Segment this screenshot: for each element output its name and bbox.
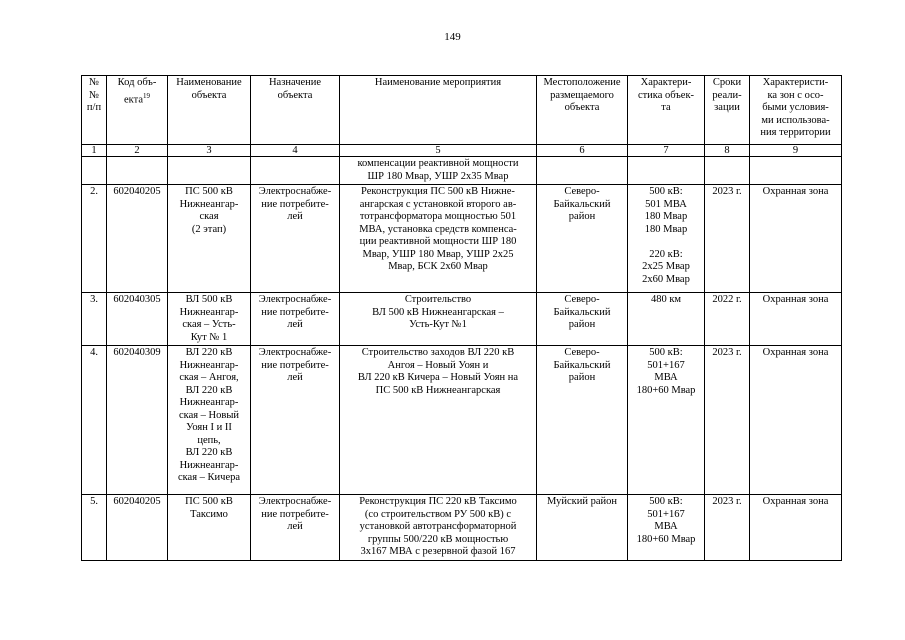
header-cell: [750, 76, 842, 145]
cell-code: 602040205: [107, 185, 168, 293]
cell-num: 2.: [82, 185, 107, 293]
table-row: [82, 185, 842, 293]
header-name: Наименование объекта: [176, 77, 242, 101]
footnote-mark: 19: [143, 91, 150, 100]
cell-name: ВЛ 500 кВ Нижнеангар- ская – Усть- Кут № 1: [168, 293, 251, 346]
cell-specs: 480 км: [628, 293, 705, 346]
header-code: Код объ- екта: [117, 77, 157, 105]
cell-measure: компенсации реактивной мощности ШР 180 Мвар, УШР 2х35 Мвар: [340, 157, 537, 185]
table-row: [82, 293, 842, 346]
cell-code: 602040205: [107, 495, 168, 561]
header-cell: [628, 76, 705, 145]
cell-specs: 500 кВ: 501+167 МВА 180+60 Мвар: [628, 346, 705, 495]
header-term: Сроки реали- зации: [712, 77, 742, 113]
cell-term: [705, 157, 750, 185]
table-row: [82, 346, 842, 495]
cell-name: ВЛ 220 кВ Нижнеангар- ская – Ангоя, ВЛ 220 кВ Нижнеангар- ская – Новый Уоян I и II цепь, ВЛ 220 кВ Нижнеангар- ская – Кичера: [168, 346, 251, 495]
cell-num: 5.: [82, 495, 107, 561]
planning-table: [81, 75, 842, 561]
cell-code: 602040305: [107, 293, 168, 346]
column-number: 8: [705, 145, 750, 157]
table-row: [82, 157, 842, 185]
header-purpose: Назначение объекта: [268, 77, 322, 101]
cell-location: Северо- Байкальский район: [537, 293, 628, 346]
cell-term: 2023 г.: [705, 346, 750, 495]
cell-zone: Охранная зона: [750, 346, 842, 495]
column-number: 7: [628, 145, 705, 157]
cell-location: Муйский район: [537, 495, 628, 561]
cell-purpose: Электроснабже- ние потребите- лей: [251, 346, 340, 495]
page-number: 149: [444, 31, 461, 43]
header-cell: [82, 76, 107, 145]
table-header-row: [82, 76, 842, 145]
column-number: 6: [537, 145, 628, 157]
cell-name: ПС 500 кВ Нижнеангар- ская (2 этап): [168, 185, 251, 293]
cell-purpose: [251, 157, 340, 185]
cell-code: 602040309: [107, 346, 168, 495]
cell-term: 2023 г.: [705, 185, 750, 293]
cell-specs: 500 кВ: 501+167 МВА 180+60 Мвар: [628, 495, 705, 561]
header-cell: [168, 76, 251, 145]
header-measure: Наименование мероприятия: [374, 77, 502, 88]
column-number: 4: [251, 145, 340, 157]
cell-zone: Охранная зона: [750, 495, 842, 561]
column-number-row: [82, 145, 842, 157]
cell-name: ПС 500 кВ Таксимо: [168, 495, 251, 561]
cell-zone: [750, 157, 842, 185]
column-number: 9: [750, 145, 842, 157]
cell-measure: Реконструкция ПС 500 кВ Нижне- ангарская с установкой второго ав- тотрансформатора мощностью 501 МВА, установка средств компенса- ции реактивной мощности ШР 180 Мвар, УШР 180 Мвар, УШР 2х25 Мвар, БСК 2х60 Мвар: [340, 185, 537, 293]
table-row: [82, 495, 842, 561]
cell-purpose: Электроснабже- ние потребите- лей: [251, 293, 340, 346]
cell-specs: [628, 157, 705, 185]
column-number: 3: [168, 145, 251, 157]
header-cell: [340, 76, 537, 145]
cell-term: 2023 г.: [705, 495, 750, 561]
cell-num: 4.: [82, 346, 107, 495]
cell-location: Северо- Байкальский район: [537, 185, 628, 293]
cell-term: 2022 г.: [705, 293, 750, 346]
cell-location: [537, 157, 628, 185]
header-zone: Характеристи- ка зон с осо- быми условия- ми использова- ния территории: [760, 77, 831, 138]
header-specs: Характери- стика объек- та: [637, 77, 695, 113]
cell-purpose: Электроснабже- ние потребите- лей: [251, 185, 340, 293]
header-cell: [107, 76, 168, 145]
header-num: № № п/п: [86, 77, 102, 113]
column-number: 5: [340, 145, 537, 157]
column-number: 2: [107, 145, 168, 157]
cell-location: Северо- Байкальский район: [537, 346, 628, 495]
header-cell: [537, 76, 628, 145]
header-cell: [705, 76, 750, 145]
cell-specs: 500 кВ: 501 МВА 180 Мвар 180 Мвар 220 кВ: 2х25 Мвар 2х60 Мвар: [628, 185, 705, 293]
cell-purpose: Электроснабже- ние потребите- лей: [251, 495, 340, 561]
header-cell: [251, 76, 340, 145]
cell-measure: Строительство ВЛ 500 кВ Нижнеангарская – Усть-Кут №1: [340, 293, 537, 346]
cell-zone: Охранная зона: [750, 293, 842, 346]
cell-name: [168, 157, 251, 185]
cell-num: 3.: [82, 293, 107, 346]
cell-measure: Строительство заходов ВЛ 220 кВ Ангоя – Новый Уоян и ВЛ 220 кВ Кичера – Новый Уоян на ПС 500 кВ Нижнеангарская: [340, 346, 537, 495]
column-number: 1: [82, 145, 107, 157]
cell-measure: Реконструкция ПС 220 кВ Таксимо (со строительством РУ 500 кВ) с установкой автотрансформаторной группы 500/220 кВ мощностью 3х167 МВА с резервной фазой 167: [340, 495, 537, 561]
header-location: Местоположение размещаемого объекта: [543, 77, 621, 113]
cell-code: [107, 157, 168, 185]
cell-num: [82, 157, 107, 185]
cell-zone: Охранная зона: [750, 185, 842, 293]
